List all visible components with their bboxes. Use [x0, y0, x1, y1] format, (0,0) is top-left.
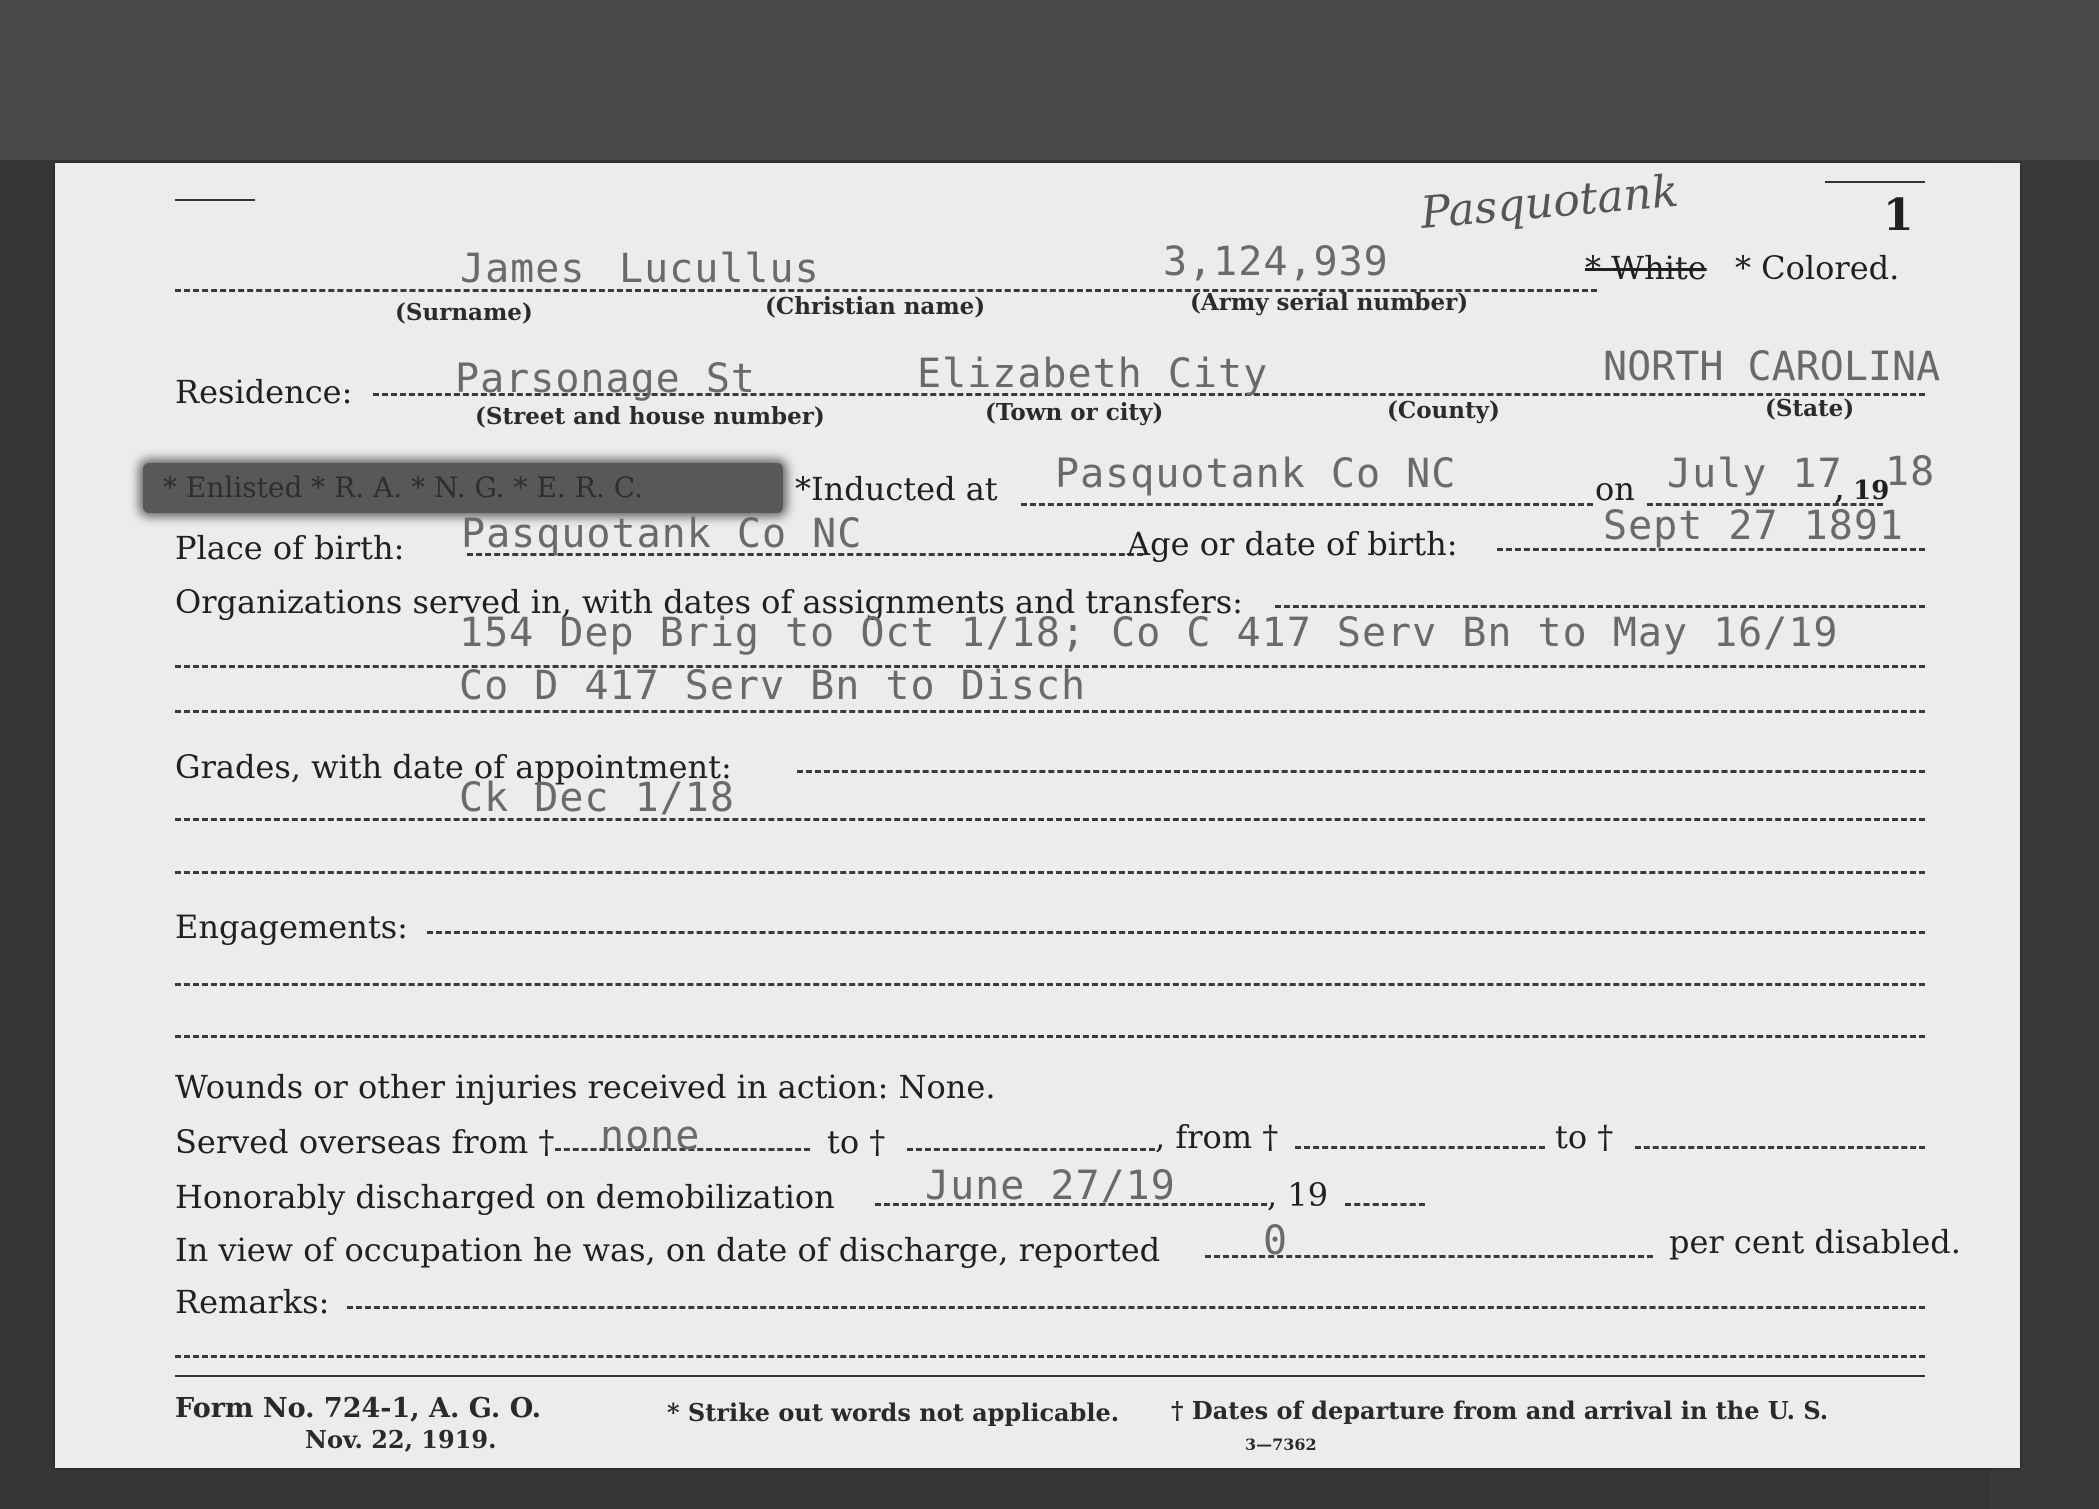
remarks-line-1	[347, 1306, 1925, 1309]
grades-value-1: Ck Dec 1/18	[459, 775, 735, 821]
organizations-value-1: 154 Dep Brig to Oct 1/18; Co C 417 Serv Bn to May 16/19	[459, 610, 1839, 656]
discharge-date-value: June 27/19	[925, 1163, 1176, 1209]
christian-name-value: Lucullus	[619, 246, 820, 292]
discharge-year-line	[1345, 1203, 1425, 1206]
disability-label: In view of occupation he was, on date of discharge, reported	[175, 1231, 1161, 1269]
engagements-line-2	[175, 983, 1925, 986]
race-white-option: * White	[1585, 249, 1707, 287]
overseas-second-from-line	[1295, 1146, 1545, 1149]
race-colored-option: * Colored.	[1735, 249, 1900, 287]
organizations-line-2	[175, 710, 1925, 713]
grades-label: Grades, with date of appointment:	[175, 748, 732, 786]
inducted-at-label: *Inducted at	[795, 470, 998, 508]
engagements-line-1	[427, 931, 1925, 934]
residence-label: Residence:	[175, 373, 353, 411]
inducted-at-value: Pasquotank Co NC	[1055, 451, 1457, 497]
inducted-year-value: 18	[1885, 449, 1936, 495]
residence-street-value: Parsonage St	[455, 356, 756, 402]
served-overseas-label: Served overseas from †	[175, 1123, 555, 1161]
form-date: Nov. 22, 1919.	[305, 1425, 497, 1454]
army-serial-value: 3,124,939	[1163, 239, 1389, 285]
inducted-year-prefix: , 19	[1835, 476, 1890, 506]
service-record-card	[55, 163, 2020, 1468]
top-left-rule	[175, 199, 255, 201]
strike-out-note: * Strike out words not applicable.	[667, 1398, 1120, 1427]
residence-town-value: Elizabeth City	[917, 351, 1269, 397]
place-of-birth-value: Pasquotank Co NC	[461, 511, 863, 557]
wounds-label: Wounds or other injuries received in action: None.	[175, 1068, 996, 1106]
overseas-from-value: none	[600, 1113, 701, 1159]
engagements-label: Engagements:	[175, 908, 408, 946]
print-code: 3—7362	[1245, 1435, 1317, 1454]
footer-rule	[175, 1375, 1925, 1377]
town-label: (Town or city)	[985, 399, 1164, 426]
place-of-birth-label: Place of birth:	[175, 529, 405, 567]
discharge-label: Honorably discharged on demobilization	[175, 1178, 835, 1216]
enlistment-type-text: * Enlisted * R. A. * N. G. * E. R. C.	[163, 471, 644, 504]
surname-label: (Surname)	[395, 299, 533, 326]
overseas-to-label: to †	[827, 1123, 886, 1161]
form-number: Form No. 724-1, A. G. O.	[175, 1393, 542, 1424]
birth-date-label: Age or date of birth:	[1127, 525, 1458, 563]
christian-name-label: (Christian name)	[765, 293, 986, 320]
dates-note: † Dates of departure from and arrival in the U. S.	[1171, 1396, 1829, 1425]
remarks-line-2	[175, 1355, 1925, 1358]
overseas-second-from-label: , from †	[1155, 1118, 1279, 1156]
county-handwritten-note: Pasquotank	[1418, 165, 1681, 239]
street-label: (Street and house number)	[475, 403, 825, 430]
card-number: 1	[1883, 190, 1914, 241]
grades-header-line	[797, 770, 1925, 773]
organizations-header-line	[1275, 605, 1925, 608]
overseas-second-to-label: to †	[1555, 1118, 1614, 1156]
state-label: (State)	[1765, 395, 1855, 422]
grades-line-2	[175, 871, 1925, 874]
county-label: (County)	[1387, 397, 1500, 424]
surname-value: James	[460, 246, 586, 292]
inducted-at-line	[1021, 503, 1593, 506]
remarks-label: Remarks:	[175, 1283, 330, 1321]
inducted-date-value: July 17	[1667, 451, 1843, 497]
overseas-second-to-line	[1635, 1146, 1925, 1149]
scan-background-top	[0, 0, 2099, 160]
army-serial-label: (Army serial number)	[1190, 289, 1469, 316]
birth-date-value: Sept 27 1891	[1603, 503, 1904, 549]
disability-value: 0	[1263, 1218, 1289, 1264]
engagements-line-3	[175, 1035, 1925, 1038]
grades-line-1	[175, 818, 1925, 821]
enlistment-type-stamp	[143, 463, 783, 513]
discharge-year-label: , 19	[1267, 1176, 1329, 1214]
organizations-value-2: Co D 417 Serv Bn to Disch	[459, 663, 1087, 709]
overseas-to-line	[907, 1148, 1155, 1151]
top-right-rule	[1825, 181, 1925, 183]
disability-suffix: per cent disabled.	[1669, 1223, 1961, 1261]
residence-state-value: NORTH CAROLINA	[1603, 344, 1941, 390]
organizations-label: Organizations served in, with dates of assignments and transfers:	[175, 583, 1243, 621]
inducted-on-label: on	[1595, 470, 1635, 508]
